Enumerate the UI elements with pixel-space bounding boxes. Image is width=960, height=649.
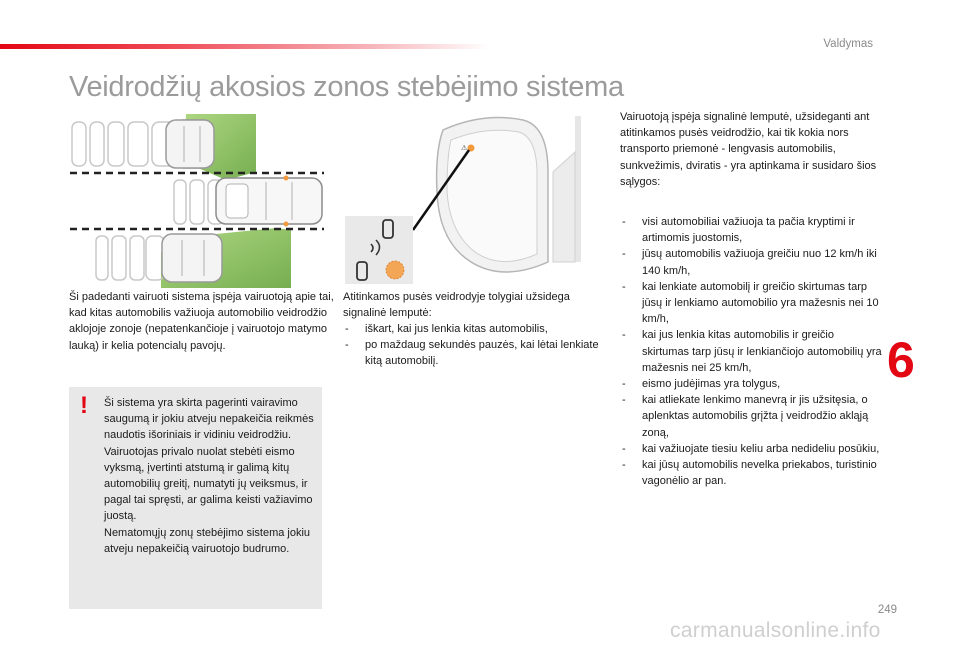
warning-text: [104, 395, 316, 557]
header-accent-bar: [0, 44, 490, 49]
list-item: - eismo judėjimas yra tolygus,: [620, 376, 882, 392]
conditions-list: [620, 214, 882, 489]
mirror-signal-list: [343, 321, 605, 370]
list-item: - kai jūsų automobilis nevelka priekabos, turistinio vagonėlio ar pan.: [620, 457, 882, 489]
chapter-number: 6: [887, 332, 915, 388]
own-vehicle: [216, 176, 322, 227]
watermark: carmanualsonline.info: [670, 619, 881, 642]
mirror-signal-intro: Atitinkamos pusės veidrodyje tolygiai užsidega signalinė lemputė:: [343, 291, 570, 320]
overtaking-car-top: [166, 120, 214, 168]
list-item: - iškart, kai jus lenkia kitas automobilis,: [343, 321, 605, 337]
overtaking-car-bottom: [162, 234, 222, 282]
warning-paragraph: Ši sistema yra skirta pagerinti vairavimo saugumą ir jokiu atveju nepakeičia reikmės naudotis išoriniais ir vidiniu veidrodžiu. Vairuotojas privalo nuolat stebėti eismo vyksmą, įvertinti atstumą ir galimą kitų automobilių greitį, numatyti jų veiksmus, ir pagal tai spręsti, ar galima keisti važiavimo juostą.: [104, 397, 314, 523]
page-number: 249: [877, 604, 897, 616]
list-item: - po maždaug sekundės pauzės, kai lėtai lenkiate kitą automobilį.: [343, 337, 605, 369]
intro-paragraph: Ši padedanti vairuoti sistema įspėja vairuotoją apie tai, kad kitas automobilis važiuoja automobilio veidrodžio aklojoje zonoje (nepatenkančioje į vairuotojo matymo lauką) ir kelia potencialų pavojų.: [69, 291, 334, 352]
list-item: - kai važiuojate tiesiu keliu arba nedideliu posūkiu,: [620, 441, 882, 457]
list-item: - kai jus lenkia kitas automobilis ir greičio skirtumas tarp jūsų ir lenkiančiojo automobilių yra mažesnis nei 25 km/h,: [620, 327, 882, 376]
list-item: - visi automobiliai važiuoja ta pačia kryptimi ir artimomis juostomis,: [620, 214, 882, 246]
blind-spot-illustration: [66, 112, 328, 290]
list-item: - jūsų automobilis važiuoja greičiu nuo 12 km/h iki 140 km/h,: [620, 246, 882, 278]
list-item: - kai atliekate lenkimo manevrą ir jis užsitęsia, o aplenktas automobilis grįžta į veidrodžio akląją zoną,: [620, 392, 882, 441]
warning-paragraph: Nematomųjų zonų stebėjimo sistema jokiu atveju nepakeičią vairuotojo budrumo.: [104, 526, 311, 555]
exclamation-icon: !: [80, 392, 88, 419]
mirror-illustration: [343, 112, 608, 290]
svg-text:⚠: ⚠: [461, 145, 468, 152]
list-item: - kai lenkiate automobilį ir greičio skirtumas tarp jūsų ir lenkiamo automobilio yra mažesnis nei 10 km/h,: [620, 279, 882, 328]
section-title: Valdymas: [823, 38, 873, 50]
conditions-intro: Vairuotoją įspėja signalinė lemputė, užsideganti ant atitinkamos pusės veidrodžio, kai tik kokia nors transporto priemonė - lengvasis automobilis, sunkvežimis, dviratis - yra aptinkama ir susidaro šios sąlygos:: [620, 111, 877, 188]
page-title: Veidrodžių akosios zonos stebėjimo sistema: [69, 71, 624, 103]
